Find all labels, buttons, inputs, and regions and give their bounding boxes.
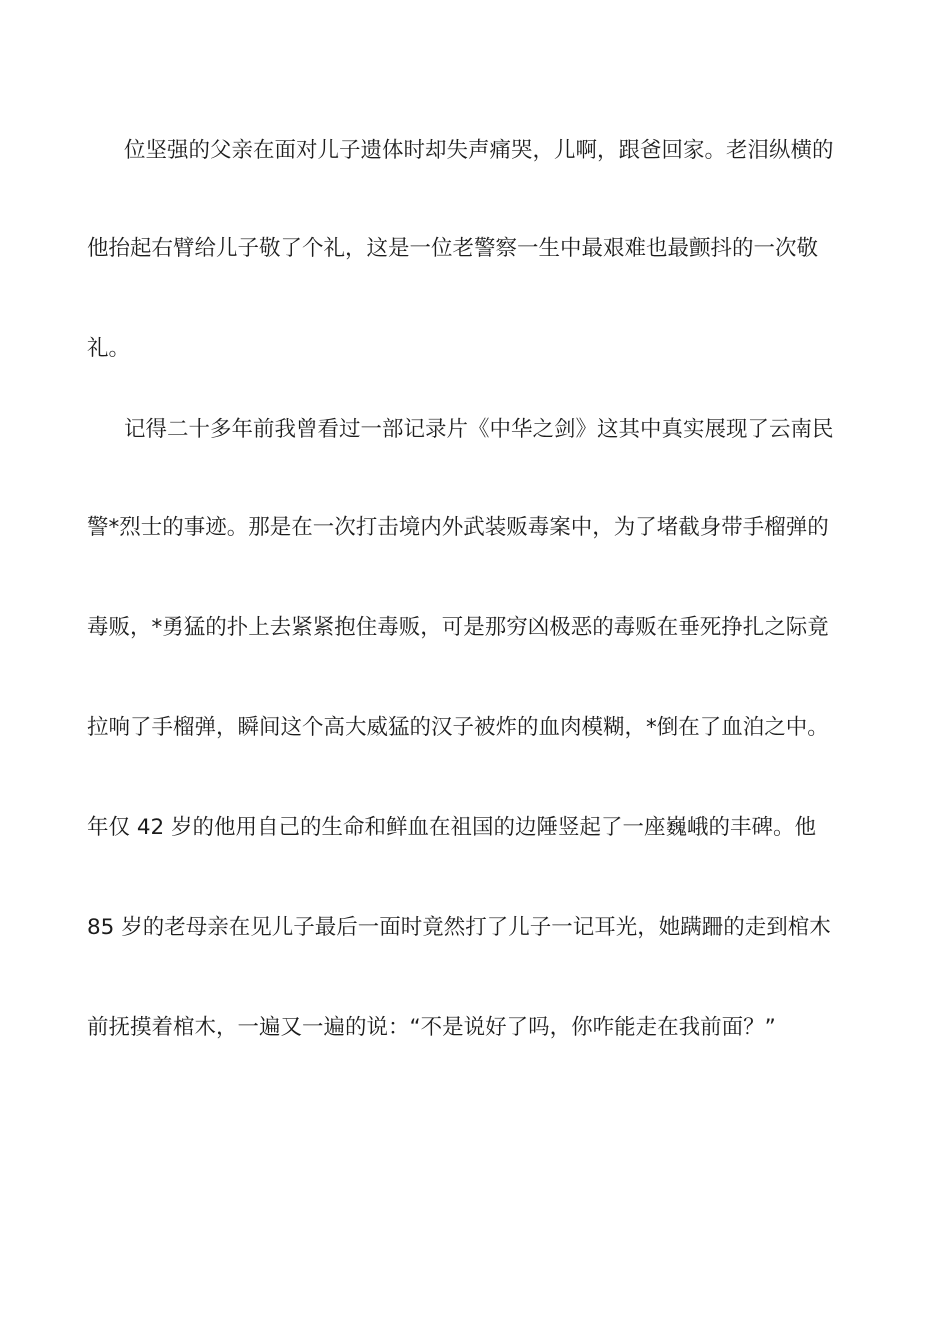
text-line: 拉响了手榴弹，瞬间这个高大威猛的汉子被炸的血肉模糊，*倒在了血泊之中。 [87,715,829,740]
text-line: 他抬起右臂给儿子敬了个礼，这是一位老警察一生中最艰难也最颤抖的一次敬 [87,236,819,261]
text-line: 礼。 [87,336,131,361]
text-line: 前抚摸着棺木，一遍又一遍的说：“不是说好了吗，你咋能走在我前面？” [87,1015,776,1040]
text-line: 毒贩，*勇猛的扑上去紧紧抱住毒贩，可是那穷凶极恶的毒贩在垂死挣扎之际竟 [87,615,829,640]
text-line: 85 岁的老母亲在见儿子最后一面时竟然打了儿子一记耳光，她蹒跚的走到棺木 [87,915,831,940]
text-line: 位坚强的父亲在面对儿子遗体时却失声痛哭，儿啊，跟爸回家。老泪纵横的 [124,138,834,163]
text-line: 记得二十多年前我曾看过一部记录片《中华之剑》这其中真实展现了云南民 [124,417,834,442]
text-line: 年仅 42 岁的他用自己的生命和鲜血在祖国的边陲竖起了一座巍峨的丰碑。他 [87,815,817,840]
text-line: 警*烈士的事迹。那是在一次打击境内外武装贩毒案中，为了堵截身带手榴弹的 [87,515,829,540]
